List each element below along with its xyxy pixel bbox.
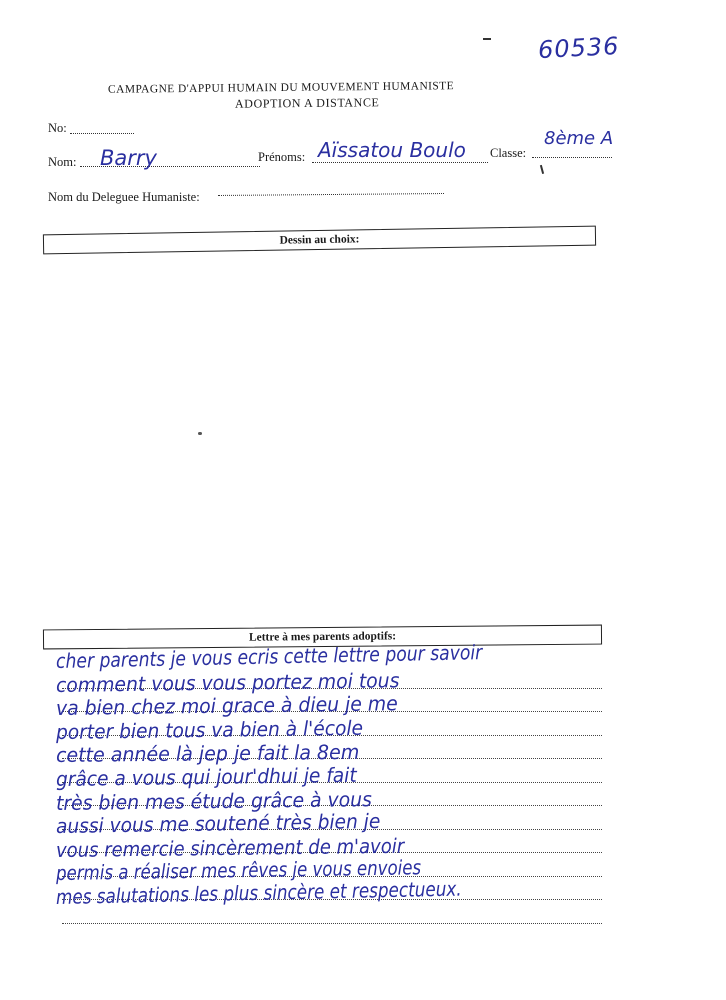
pen-mark (540, 165, 544, 174)
letter-line: porter bien tous va bien à l'école (55, 715, 364, 744)
scan-speck (198, 432, 202, 435)
header-title: CAMPAGNE D'APPUI HUMAIN DU MOUVEMENT HUMANISTE (107, 80, 455, 96)
letter-body (55, 640, 552, 910)
prenoms-value: Aïssatou Boulo (318, 138, 466, 162)
letter-line: comment vous vous portez moi tous (55, 667, 400, 697)
prenoms-dotted-line (312, 162, 488, 163)
nom-label: Nom: (48, 155, 77, 169)
delegue-label: Nom du Deleguee Humaniste: (48, 190, 200, 204)
letter-line: très bien mes étude grâce à vous (55, 786, 373, 815)
classe-dotted-line (532, 157, 612, 158)
ruled-line (62, 923, 602, 924)
scan-mark (483, 38, 491, 40)
reference-number: 60536 (537, 31, 621, 65)
letter-line: grâce a vous qui jour'dhui je fait (55, 762, 357, 791)
drawing-section-label: Dessin au choix: (279, 233, 360, 247)
letter-line: mes salutations les plus sincère et respectueux. (55, 876, 462, 909)
classe-value: 8ème A (544, 128, 614, 149)
prenoms-label: Prénoms: (258, 150, 306, 164)
no-label: No: (48, 121, 67, 135)
header-subtitle: ADOPTION A DISTANCE (234, 95, 380, 111)
letter-line: cette année là jep je fait la 8em (55, 740, 360, 768)
letter-line: aussi vous me soutené très bien je (55, 809, 381, 839)
classe-label: Classe: (490, 146, 527, 160)
letter-line: permis a réaliser mes rêves je vous envoies (55, 855, 422, 886)
drawing-section-header (43, 226, 596, 255)
no-dotted-line (70, 133, 134, 134)
letter-line: vous remercie sincèrement de m'avoir (55, 833, 405, 862)
nom-value: Barry (100, 146, 157, 170)
delegue-dotted-line (218, 193, 444, 196)
letter-line: va bien chez moi grace à dieu je me (55, 691, 398, 721)
letter-section-label: Lettre à mes parents adoptifs: (248, 630, 397, 644)
letter-line: cher parents je vous ecris cette lettre pour savoir (55, 640, 483, 673)
